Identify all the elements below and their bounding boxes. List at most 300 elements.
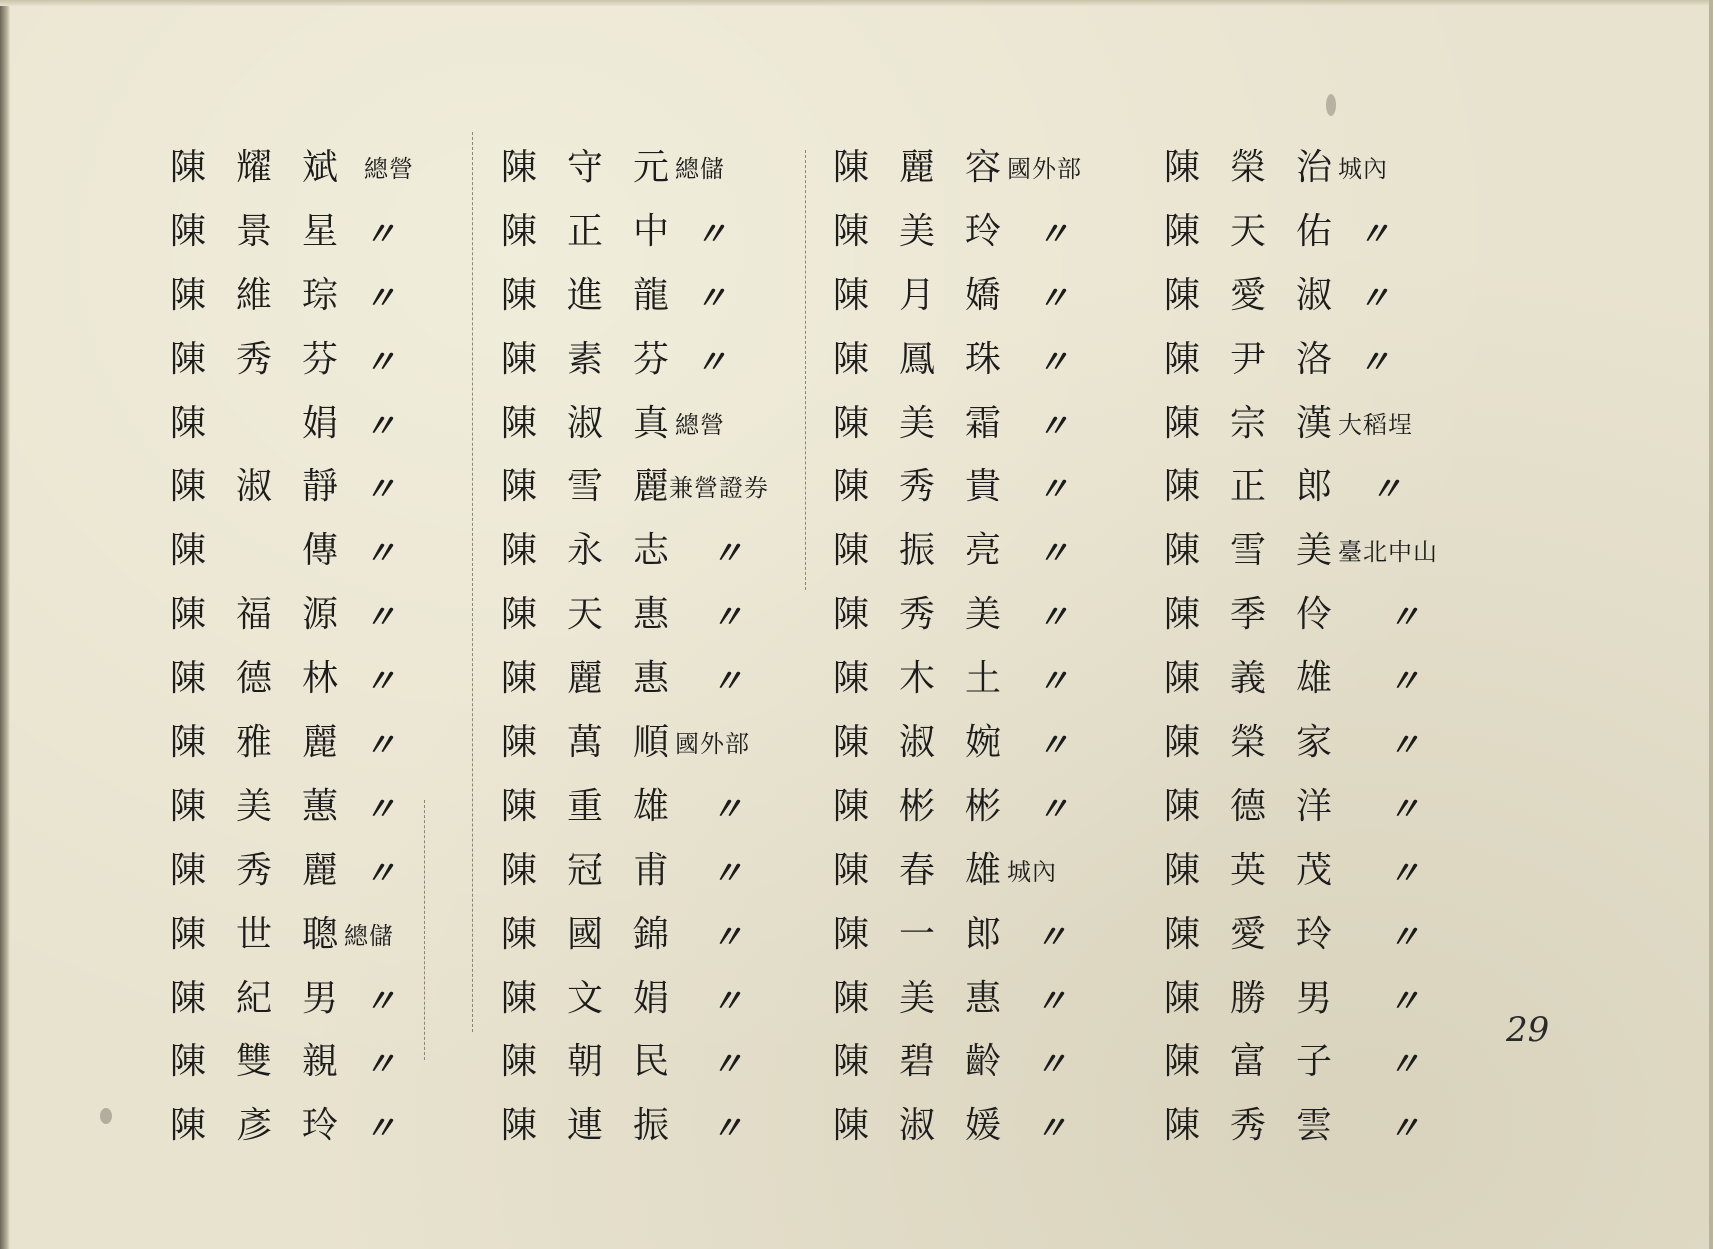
given-name-char: 芬 — [632, 338, 669, 380]
name-entry — [166, 401, 496, 465]
ditto-mark: 〃 — [711, 981, 744, 1020]
ditto-mark: 〃 — [695, 278, 728, 317]
given-name-char: 洋 — [1295, 785, 1332, 827]
name-entry — [497, 1103, 827, 1167]
given-name-char: 真 — [632, 402, 669, 444]
ditto-mark: 〃 — [1037, 278, 1070, 317]
branch-note: 兼營證券 — [669, 474, 769, 503]
given-name-char: 甫 — [632, 849, 669, 891]
name-column-3 — [829, 145, 1159, 1167]
given-name-char: 素 — [566, 338, 603, 380]
surname-char: 陳 — [500, 977, 537, 1019]
given-name-char: 玲 — [964, 210, 1001, 252]
given-name-char: 漢 — [1295, 402, 1332, 444]
name-entry — [829, 784, 1159, 848]
given-name-char: 惠 — [964, 977, 1001, 1019]
ditto-mark: 〃 — [1035, 917, 1068, 956]
name-column-1 — [166, 145, 496, 1167]
name-entry — [1160, 784, 1490, 848]
surname-char: 陳 — [1163, 1105, 1200, 1147]
name-entry — [829, 145, 1159, 209]
surname-char: 陳 — [1163, 466, 1200, 508]
surname-char: 陳 — [832, 530, 869, 572]
given-name-char: 美 — [235, 785, 272, 827]
given-name-char: 正 — [1229, 466, 1266, 508]
given-name-char: 重 — [566, 785, 603, 827]
surname-char: 陳 — [1163, 722, 1200, 764]
name-column-4 — [1160, 145, 1490, 1167]
given-name-char: 林 — [301, 658, 338, 700]
surname-char: 陳 — [500, 594, 537, 636]
given-name-char: 秀 — [898, 594, 935, 636]
surname-char: 陳 — [832, 785, 869, 827]
given-name-char: 秀 — [235, 338, 272, 380]
given-name-char: 正 — [566, 210, 603, 252]
given-name-char: 彬 — [964, 785, 1001, 827]
name-entry — [497, 976, 827, 1040]
surname-char: 陳 — [832, 658, 869, 700]
ditto-mark: 〃 — [1037, 470, 1070, 509]
given-name-char: 斌 — [301, 147, 338, 188]
surname-char: 陳 — [832, 210, 869, 252]
given-name-char: 義 — [1229, 658, 1266, 700]
name-entry — [166, 209, 496, 273]
given-name-char: 彥 — [235, 1105, 272, 1147]
branch-note: 大稻埕 — [1338, 410, 1413, 439]
ditto-mark: 〃 — [364, 853, 397, 892]
ditto-mark: 〃 — [1388, 1109, 1421, 1148]
ditto-mark: 〃 — [364, 342, 397, 381]
surname-char: 陳 — [169, 913, 206, 955]
ink-spot — [1326, 94, 1336, 116]
name-entry — [829, 912, 1159, 976]
given-name-char: 雙 — [235, 1041, 272, 1083]
surname-char: 陳 — [169, 466, 206, 508]
given-name-char: 德 — [1229, 785, 1266, 827]
ditto-mark: 〃 — [1358, 342, 1391, 381]
ditto-mark: 〃 — [1388, 981, 1421, 1020]
name-entry — [497, 848, 827, 912]
given-name-char: 天 — [566, 594, 603, 636]
surname-char: 陳 — [1163, 977, 1200, 1019]
surname-char: 陳 — [500, 338, 537, 380]
ditto-mark: 〃 — [1388, 789, 1421, 828]
given-name-char: 月 — [898, 274, 935, 316]
surname-char: 陳 — [832, 913, 869, 955]
given-name-char: 娟 — [632, 977, 669, 1019]
name-entry — [166, 976, 496, 1040]
surname-char: 陳 — [832, 147, 869, 188]
name-entry — [829, 464, 1159, 528]
given-name-char: 玲 — [301, 1105, 338, 1147]
ditto-mark: 〃 — [1370, 470, 1403, 509]
ditto-mark: 〃 — [1037, 789, 1070, 828]
given-name-char: 維 — [235, 274, 272, 316]
ditto-mark: 〃 — [1037, 726, 1070, 765]
surname-char: 陳 — [1163, 913, 1200, 955]
surname-char: 陳 — [169, 594, 206, 636]
given-name-char: 星 — [301, 210, 338, 252]
given-name-char: 秀 — [898, 466, 935, 508]
ditto-mark: 〃 — [711, 1109, 744, 1148]
name-entry — [829, 273, 1159, 337]
given-name-char: 淑 — [898, 722, 935, 764]
given-name-char: 芬 — [301, 338, 338, 380]
given-name-char: 國 — [566, 913, 603, 955]
given-name-char: 美 — [1295, 530, 1332, 572]
given-name-char: 振 — [632, 1105, 669, 1147]
ditto-mark: 〃 — [364, 726, 397, 765]
name-entry — [166, 464, 496, 528]
surname-char: 陳 — [500, 147, 537, 188]
name-entry — [166, 337, 496, 401]
surname-char: 陳 — [500, 402, 537, 444]
name-entry — [1160, 337, 1490, 401]
ditto-mark: 〃 — [364, 789, 397, 828]
surname-char: 陳 — [169, 785, 206, 827]
ditto-mark: 〃 — [1358, 278, 1391, 317]
given-name-char: 麗 — [566, 658, 603, 700]
ditto-mark: 〃 — [711, 662, 744, 701]
name-entry — [829, 720, 1159, 784]
given-name-char: 雲 — [1295, 1105, 1332, 1147]
given-name-char: 美 — [898, 210, 935, 252]
given-name-char: 景 — [235, 210, 272, 252]
name-entry — [497, 273, 827, 337]
surname-char: 陳 — [500, 658, 537, 700]
name-entry — [829, 848, 1159, 912]
given-name-char: 齡 — [964, 1041, 1001, 1083]
given-name-char: 永 — [566, 530, 603, 572]
surname-char: 陳 — [169, 658, 206, 700]
given-name-char: 麗 — [898, 147, 935, 188]
surname-char: 陳 — [1163, 658, 1200, 700]
given-name-char: 一 — [898, 913, 935, 955]
given-name-char: 秀 — [1229, 1105, 1266, 1147]
name-entry — [829, 592, 1159, 656]
given-name-char: 美 — [898, 402, 935, 444]
name-entry — [166, 912, 496, 976]
name-entry — [166, 1039, 496, 1103]
given-name-char: 英 — [1229, 849, 1266, 891]
given-name-char: 天 — [1229, 210, 1266, 252]
given-name-char: 中 — [632, 210, 669, 252]
ditto-mark: 〃 — [1037, 342, 1070, 381]
given-name-char: 雄 — [1295, 658, 1332, 700]
given-name-char: 麗 — [301, 849, 338, 891]
ditto-mark: 〃 — [364, 470, 397, 509]
name-entry — [166, 528, 496, 592]
branch-note: 臺北中山 — [1338, 538, 1438, 567]
name-entry — [829, 656, 1159, 720]
given-name-char: 珠 — [964, 338, 1001, 380]
given-name-char: 源 — [301, 594, 338, 636]
surname-char: 陳 — [1163, 785, 1200, 827]
surname-char: 陳 — [500, 1105, 537, 1147]
given-name-char: 雄 — [632, 785, 669, 827]
surname-char: 陳 — [1163, 147, 1200, 188]
ditto-mark: 〃 — [1035, 1109, 1068, 1148]
given-name-char: 婉 — [964, 722, 1001, 764]
name-entry — [497, 656, 827, 720]
surname-char: 陳 — [500, 274, 537, 316]
surname-char: 陳 — [1163, 530, 1200, 572]
name-entry — [497, 1039, 827, 1103]
given-name-char: 容 — [964, 147, 1001, 188]
ditto-mark: 〃 — [1388, 598, 1421, 637]
given-name-char: 季 — [1229, 594, 1266, 636]
given-name-char: 娟 — [301, 402, 338, 444]
given-name-char: 雄 — [964, 849, 1001, 891]
ditto-mark: 〃 — [364, 214, 397, 253]
ditto-mark: 〃 — [364, 278, 397, 317]
ditto-mark: 〃 — [695, 214, 728, 253]
surname-char: 陳 — [832, 402, 869, 444]
given-name-char: 淑 — [566, 402, 603, 444]
given-name-char: 子 — [1295, 1041, 1332, 1083]
surname-char: 陳 — [500, 1041, 537, 1083]
given-name-char: 治 — [1295, 147, 1332, 188]
given-name-char: 郎 — [964, 913, 1001, 955]
given-name-char: 彬 — [898, 785, 935, 827]
name-entry — [1160, 592, 1490, 656]
given-name-char: 冠 — [566, 849, 603, 891]
given-name-char: 鳳 — [898, 338, 935, 380]
surname-char: 陳 — [832, 274, 869, 316]
surname-char: 陳 — [1163, 594, 1200, 636]
given-name-char: 木 — [898, 658, 935, 700]
ditto-mark: 〃 — [364, 1109, 397, 1148]
name-entry — [166, 848, 496, 912]
given-name-char: 洛 — [1295, 338, 1332, 380]
page-number: 29 — [1506, 1010, 1550, 1050]
surname-char: 陳 — [832, 1041, 869, 1083]
surname-char: 陳 — [500, 466, 537, 508]
given-name-char: 民 — [632, 1041, 669, 1083]
given-name-char: 進 — [566, 274, 603, 316]
given-name-char: 亮 — [964, 530, 1001, 572]
given-name-char: 美 — [964, 594, 1001, 636]
name-entry — [166, 273, 496, 337]
given-name-char: 愛 — [1229, 913, 1266, 955]
ditto-mark: 〃 — [1037, 598, 1070, 637]
given-name-char: 耀 — [235, 147, 272, 188]
ditto-mark: 〃 — [1037, 662, 1070, 701]
surname-char: 陳 — [169, 849, 206, 891]
branch-note: 總營 — [364, 155, 414, 183]
given-name-char: 愛 — [1229, 274, 1266, 316]
surname-char: 陳 — [500, 785, 537, 827]
name-entry — [1160, 976, 1490, 1040]
name-entry — [1160, 1039, 1490, 1103]
given-name-char: 秀 — [235, 849, 272, 891]
given-name-char: 聰 — [301, 913, 338, 955]
given-name-char: 雅 — [235, 722, 272, 764]
surname-char: 陳 — [169, 977, 206, 1019]
surname-char: 陳 — [169, 147, 206, 188]
name-entry — [166, 784, 496, 848]
surname-char: 陳 — [500, 849, 537, 891]
name-entry — [166, 720, 496, 784]
given-name-char: 郎 — [1295, 466, 1332, 508]
page-right-edge — [1709, 0, 1713, 1249]
ditto-mark: 〃 — [364, 406, 397, 445]
page-top-edge — [0, 0, 1713, 6]
given-name-char: 守 — [566, 147, 603, 188]
surname-char: 陳 — [1163, 402, 1200, 444]
given-name-char: 碧 — [898, 1041, 935, 1083]
branch-note: 總儲 — [675, 155, 725, 183]
name-entry — [497, 145, 827, 209]
given-name-char: 嬌 — [964, 274, 1001, 316]
given-name-char: 男 — [1295, 977, 1332, 1019]
ditto-mark: 〃 — [711, 789, 744, 828]
given-name-char: 振 — [898, 530, 935, 572]
given-name-char: 淑 — [1295, 274, 1332, 316]
surname-char: 陳 — [500, 913, 537, 955]
given-name-char: 榮 — [1229, 147, 1266, 188]
surname-char: 陳 — [1163, 338, 1200, 380]
name-entry — [1160, 209, 1490, 273]
given-name-char: 靜 — [301, 466, 338, 508]
ditto-mark: 〃 — [364, 598, 397, 637]
ditto-mark: 〃 — [1388, 1045, 1421, 1084]
name-entry — [829, 1039, 1159, 1103]
given-name-char: 惠 — [632, 594, 669, 636]
surname-char: 陳 — [169, 1041, 206, 1083]
ditto-mark: 〃 — [711, 1045, 744, 1084]
name-entry — [166, 145, 496, 209]
given-name-char: 男 — [301, 977, 338, 1019]
book-binding-edge — [0, 0, 10, 1249]
surname-char: 陳 — [832, 977, 869, 1019]
given-name-char: 淑 — [898, 1105, 935, 1147]
name-entry — [497, 464, 827, 528]
ditto-mark: 〃 — [695, 342, 728, 381]
given-name-char: 世 — [235, 913, 272, 955]
given-name-char: 伶 — [1295, 594, 1332, 636]
surname-char: 陳 — [500, 210, 537, 252]
ditto-mark: 〃 — [711, 853, 744, 892]
surname-char: 陳 — [832, 722, 869, 764]
ditto-mark: 〃 — [1035, 981, 1068, 1020]
name-entry — [166, 592, 496, 656]
surname-char: 陳 — [1163, 849, 1200, 891]
name-entry — [829, 401, 1159, 465]
name-entry — [497, 528, 827, 592]
given-name-char: 春 — [898, 849, 935, 891]
given-name-char: 雪 — [566, 466, 603, 508]
name-entry — [829, 337, 1159, 401]
ditto-mark: 〃 — [364, 1045, 397, 1084]
given-name-char: 茂 — [1295, 849, 1332, 891]
ditto-mark: 〃 — [364, 662, 397, 701]
name-entry — [1160, 720, 1490, 784]
ditto-mark: 〃 — [364, 534, 397, 573]
name-entry — [497, 337, 827, 401]
surname-char: 陳 — [832, 594, 869, 636]
name-entry — [497, 784, 827, 848]
name-entry — [497, 401, 827, 465]
surname-char: 陳 — [169, 338, 206, 380]
given-name-char: 紀 — [235, 977, 272, 1019]
surname-char: 陳 — [169, 402, 206, 444]
name-entry — [166, 656, 496, 720]
given-name-char: 美 — [898, 977, 935, 1019]
ditto-mark: 〃 — [364, 981, 397, 1020]
given-name-char: 蕙 — [301, 785, 338, 827]
name-entry — [166, 1103, 496, 1167]
given-name-char: 琮 — [301, 274, 338, 316]
given-name-char: 朝 — [566, 1041, 603, 1083]
surname-char: 陳 — [169, 1105, 206, 1147]
surname-char: 陳 — [1163, 1041, 1200, 1083]
given-name-char: 霜 — [964, 402, 1001, 444]
name-entry — [497, 209, 827, 273]
ditto-mark: 〃 — [1388, 662, 1421, 701]
given-name-char: 福 — [235, 594, 272, 636]
surname-char: 陳 — [169, 210, 206, 252]
surname-char: 陳 — [832, 1105, 869, 1147]
name-entry — [497, 720, 827, 784]
given-name-char: 錦 — [632, 913, 669, 955]
name-entry — [1160, 528, 1490, 592]
ditto-mark: 〃 — [1035, 1045, 1068, 1084]
ditto-mark: 〃 — [1358, 214, 1391, 253]
given-name-char: 文 — [566, 977, 603, 1019]
given-name-char: 元 — [632, 147, 669, 188]
given-name-char: 貴 — [964, 466, 1001, 508]
name-entry — [1160, 145, 1490, 209]
name-entry — [1160, 848, 1490, 912]
ditto-mark: 〃 — [1388, 726, 1421, 765]
given-name-char: 惠 — [632, 658, 669, 700]
branch-note: 國外部 — [675, 730, 750, 759]
given-name-char: 親 — [301, 1041, 338, 1083]
given-name-char: 麗 — [301, 722, 338, 764]
given-name-char: 傳 — [301, 530, 338, 572]
ditto-mark: 〃 — [1037, 534, 1070, 573]
given-name-char: 淑 — [235, 466, 272, 508]
given-name-char: 麗 — [632, 466, 669, 508]
given-name-char: 富 — [1229, 1041, 1266, 1083]
branch-note: 城內 — [1338, 155, 1388, 183]
given-name-char: 尹 — [1229, 338, 1266, 380]
given-name-char: 媛 — [964, 1105, 1001, 1147]
given-name-char: 玲 — [1295, 913, 1332, 955]
given-name-char: 龍 — [632, 274, 669, 316]
name-entry — [829, 209, 1159, 273]
name-entry — [1160, 1103, 1490, 1167]
given-name-char: 宗 — [1229, 402, 1266, 444]
given-name-char: 順 — [632, 722, 669, 764]
ditto-mark: 〃 — [711, 598, 744, 637]
ditto-mark: 〃 — [1388, 853, 1421, 892]
ditto-mark: 〃 — [1388, 917, 1421, 956]
given-name-char: 連 — [566, 1105, 603, 1147]
name-entry — [1160, 401, 1490, 465]
given-name-char: 家 — [1295, 722, 1332, 764]
name-entry — [1160, 656, 1490, 720]
surname-char: 陳 — [832, 849, 869, 891]
branch-note: 國外部 — [1007, 155, 1082, 183]
surname-char: 陳 — [500, 722, 537, 764]
given-name-char: 佑 — [1295, 210, 1332, 252]
name-entry — [1160, 464, 1490, 528]
surname-char: 陳 — [832, 466, 869, 508]
branch-note: 城內 — [1007, 857, 1057, 886]
branch-note: 總營 — [675, 410, 725, 439]
